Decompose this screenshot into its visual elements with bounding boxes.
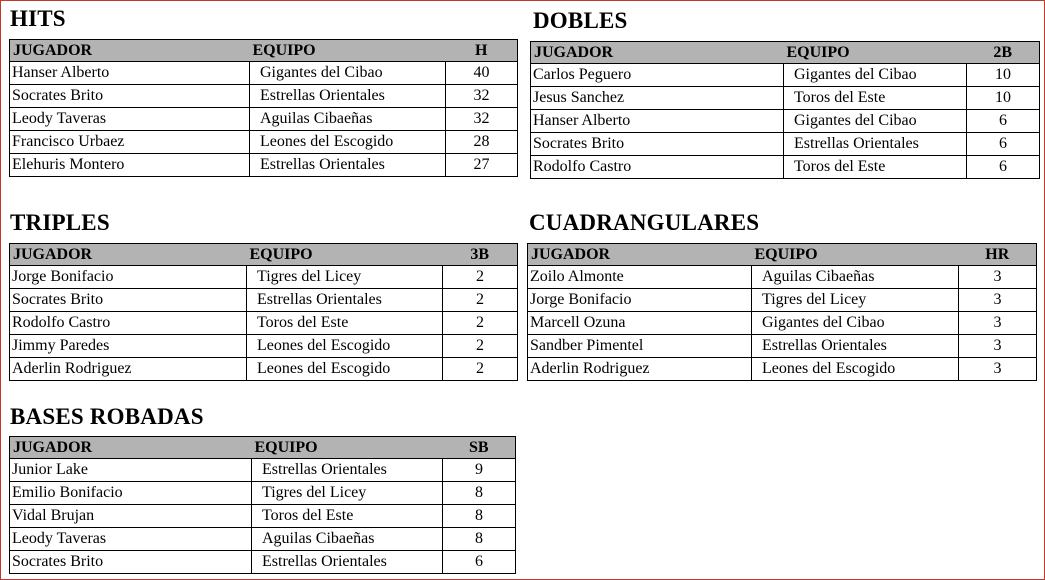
table-row (10, 482, 516, 505)
player-name: Zoilo Almonte (528, 266, 752, 289)
stat-value: 10 (967, 64, 1040, 87)
cuadrangulares-table (527, 243, 1037, 381)
player-name: Socrates Brito (531, 133, 784, 156)
stat-value: 2 (443, 266, 518, 289)
player-name: Jimmy Paredes (10, 335, 247, 358)
header-equipo: EQUIPO (784, 42, 967, 64)
table-row (10, 62, 518, 85)
header-jugador: JUGADOR (10, 437, 252, 459)
stat-value: 3 (959, 335, 1037, 358)
header-stat: HR (959, 244, 1037, 266)
team-name: Tigres del Licey (247, 266, 443, 289)
team-name: Gigantes del Cibao (752, 312, 959, 335)
player-name: Jorge Bonifacio (528, 289, 752, 312)
table-row (528, 312, 1037, 335)
table-row (531, 64, 1040, 87)
table-header-row (531, 42, 1040, 64)
team-name: Estrellas Orientales (250, 154, 446, 177)
triples-title: TRIPLES (10, 210, 110, 235)
bases-robadas-table (9, 436, 516, 574)
player-name: Leody Taveras (10, 108, 250, 131)
header-jugador: JUGADOR (10, 244, 247, 266)
table-row (10, 108, 518, 131)
table-row (10, 131, 518, 154)
stat-value: 9 (443, 459, 516, 482)
stat-value: 6 (967, 133, 1040, 156)
table-row (528, 335, 1037, 358)
team-name: Aguilas Cibaeñas (250, 108, 446, 131)
hits-title: HITS (10, 6, 66, 31)
player-name: Vidal Brujan (10, 505, 252, 528)
table-row (10, 528, 516, 551)
table-row (528, 358, 1037, 381)
header-stat: SB (443, 437, 516, 459)
player-name: Carlos Peguero (531, 64, 784, 87)
team-name: Estrellas Orientales (247, 289, 443, 312)
player-name: Jesus Sanchez (531, 87, 784, 110)
header-stat: 3B (443, 244, 518, 266)
stat-value: 2 (443, 312, 518, 335)
header-equipo: EQUIPO (250, 40, 446, 62)
stat-value: 6 (967, 156, 1040, 179)
stat-value: 27 (446, 154, 518, 177)
stat-value: 32 (446, 85, 518, 108)
team-name: Leones del Escogido (250, 131, 446, 154)
player-name: Hanser Alberto (531, 110, 784, 133)
team-name: Estrellas Orientales (784, 133, 967, 156)
stat-value: 28 (446, 131, 518, 154)
stat-value: 2 (443, 358, 518, 381)
team-name: Tigres del Licey (252, 482, 443, 505)
team-name: Gigantes del Cibao (250, 62, 446, 85)
player-name: Aderlin Rodriguez (10, 358, 247, 381)
table-row (528, 289, 1037, 312)
team-name: Aguilas Cibaeñas (752, 266, 959, 289)
stat-value: 3 (959, 358, 1037, 381)
header-stat: 2B (967, 42, 1040, 64)
stat-value: 8 (443, 482, 516, 505)
stat-value: 32 (446, 108, 518, 131)
dobles-title: DOBLES (533, 8, 628, 33)
team-name: Toros del Este (247, 312, 443, 335)
table-row (10, 459, 516, 482)
table-header-row (10, 40, 518, 62)
table-row (10, 312, 518, 335)
team-name: Tigres del Licey (752, 289, 959, 312)
player-name: Hanser Alberto (10, 62, 250, 85)
bases-robadas-title: BASES ROBADAS (10, 404, 204, 429)
player-name: Jorge Bonifacio (10, 266, 247, 289)
header-jugador: JUGADOR (10, 40, 250, 62)
player-name: Socrates Brito (10, 289, 247, 312)
team-name: Aguilas Cibaeñas (252, 528, 443, 551)
table-header-row (10, 437, 516, 459)
stat-value: 3 (959, 289, 1037, 312)
player-name: Elehuris Montero (10, 154, 250, 177)
stat-value: 2 (443, 335, 518, 358)
team-name: Leones del Escogido (247, 335, 443, 358)
team-name: Gigantes del Cibao (784, 110, 967, 133)
player-name: Emilio Bonifacio (10, 482, 252, 505)
triples-table (9, 243, 518, 381)
player-name: Socrates Brito (10, 551, 252, 574)
table-row (531, 133, 1040, 156)
team-name: Toros del Este (784, 87, 967, 110)
hits-table (9, 39, 518, 177)
table-header-row (10, 244, 518, 266)
player-name: Socrates Brito (10, 85, 250, 108)
player-name: Leody Taveras (10, 528, 252, 551)
player-name: Junior Lake (10, 459, 252, 482)
table-row (10, 154, 518, 177)
table-row (531, 156, 1040, 179)
table-row (10, 551, 516, 574)
header-stat: H (446, 40, 518, 62)
player-name: Rodolfo Castro (10, 312, 247, 335)
team-name: Toros del Este (784, 156, 967, 179)
table-row (10, 85, 518, 108)
stat-value: 6 (967, 110, 1040, 133)
player-name: Francisco Urbaez (10, 131, 250, 154)
dobles-table (530, 41, 1040, 179)
table-row (10, 289, 518, 312)
header-equipo: EQUIPO (752, 244, 959, 266)
team-name: Gigantes del Cibao (784, 64, 967, 87)
table-row (10, 335, 518, 358)
cuadrangulares-title: CUADRANGULARES (529, 210, 760, 235)
table-header-row (528, 244, 1037, 266)
table-row (531, 110, 1040, 133)
team-name: Leones del Escogido (752, 358, 959, 381)
player-name: Sandber Pimentel (528, 335, 752, 358)
header-jugador: JUGADOR (531, 42, 784, 64)
team-name: Estrellas Orientales (752, 335, 959, 358)
header-equipo: EQUIPO (247, 244, 443, 266)
table-row (531, 87, 1040, 110)
player-name: Marcell Ozuna (528, 312, 752, 335)
team-name: Estrellas Orientales (250, 85, 446, 108)
stat-value: 40 (446, 62, 518, 85)
header-equipo: EQUIPO (252, 437, 443, 459)
player-name: Rodolfo Castro (531, 156, 784, 179)
table-row (528, 266, 1037, 289)
table-row (10, 505, 516, 528)
stat-value: 10 (967, 87, 1040, 110)
stat-value: 2 (443, 289, 518, 312)
player-name: Aderlin Rodriguez (528, 358, 752, 381)
stat-value: 3 (959, 266, 1037, 289)
header-jugador: JUGADOR (528, 244, 752, 266)
team-name: Leones del Escogido (247, 358, 443, 381)
stat-value: 6 (443, 551, 516, 574)
team-name: Estrellas Orientales (252, 551, 443, 574)
stat-value: 8 (443, 528, 516, 551)
team-name: Estrellas Orientales (252, 459, 443, 482)
table-row (10, 358, 518, 381)
table-row (10, 266, 518, 289)
stat-value: 8 (443, 505, 516, 528)
team-name: Toros del Este (252, 505, 443, 528)
stat-value: 3 (959, 312, 1037, 335)
